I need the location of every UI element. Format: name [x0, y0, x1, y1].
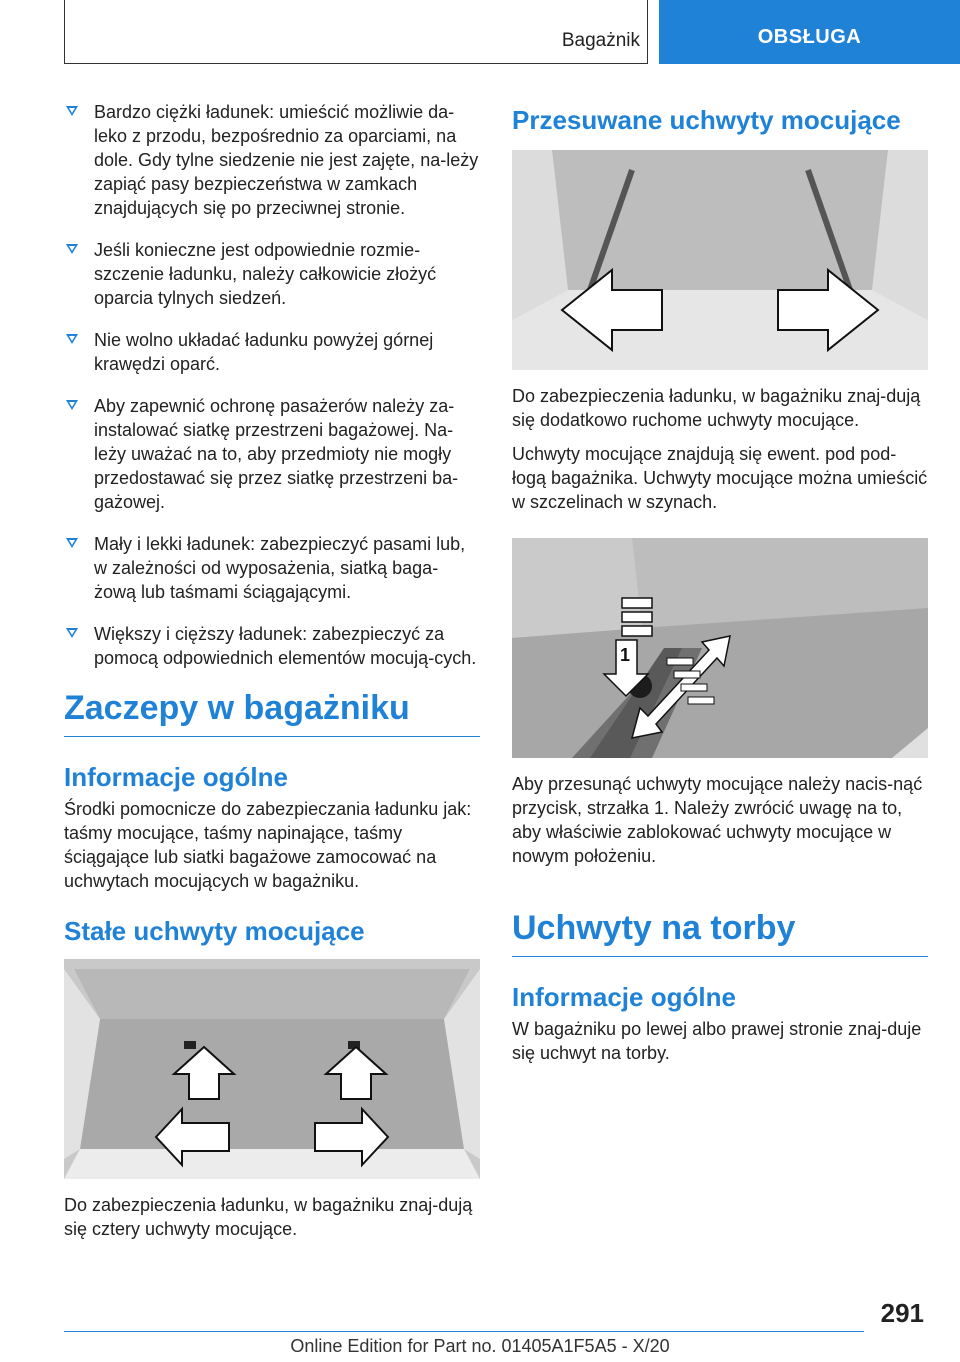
- triangle-bullet-icon: [66, 244, 78, 254]
- bullet-list: [64, 100, 480, 670]
- movable-text-2: Uchwyty mocujące znajdują się ewent. pod pod-łogą bagażnika. Uchwyty mocujące można umieścić w szczelinach w szynach.: [512, 444, 928, 512]
- header-chapter-tab[interactable]: OBSŁUGA: [659, 0, 960, 64]
- triangle-bullet-icon: [66, 334, 78, 344]
- rail-button-photo: [512, 538, 928, 758]
- movable-text-1: Do zabezpieczenia ładunku, w bagażniku znaj-dują się dodatkowo ruchome uchwyty mocujące.: [512, 386, 921, 430]
- fixed-anchors-caption: Do zabezpieczenia ładunku, w bagażniku znaj-dują się cztery uchwyty mocujące.: [64, 1195, 473, 1239]
- subsection-title-movable: Przesuwane uchwyty mocujące: [512, 105, 901, 135]
- list-item: Mały i lekki ładunek: zabezpieczyć pasami lub, w zależności od wyposażenia, siatką baga-żową lub taśmami ściągającymi.: [64, 532, 480, 604]
- section-title-anchors: Zaczepy w bagażniku: [64, 688, 480, 737]
- list-item: Nie wolno układać ładunku powyżej górnej krawędzi oparć.: [64, 328, 480, 376]
- movable-text-3: Aby przesunąć uchwyty mocujące należy nacis-nąć przycisk, strzałka 1. Należy zwrócić uwagę na to, aby właściwie zablokować uchwyty mocujące w nowym położeniu.: [512, 774, 923, 866]
- triangle-bullet-icon: [66, 538, 78, 548]
- general-info-text: Środki pomocnicze do zabezpieczania ładunku jak: taśmy mocujące, taśmy napinające, taśmy ściągające lub siatki bagażowe zamocować na uchwytach mocujących w bagażniku.: [64, 799, 472, 891]
- footer-edition-text: Online Edition for Part no. 01405A1F5A5 - X/20: [290, 1336, 670, 1356]
- section-title-bag-hooks: Uchwyty na torby: [512, 908, 928, 957]
- list-item: Jeśli konieczne jest odpowiednie rozmie-szczenie ładunku, należy całkowicie złożyć oparcia tylnych siedzeń.: [64, 238, 480, 310]
- rail-button-drawing: [512, 538, 928, 758]
- trunk-fixed-anchors-photo: [64, 959, 480, 1179]
- subsection-title-bags-general: Informacje ogólne: [512, 982, 736, 1012]
- list-item: Bardzo ciężki ładunek: umieścić możliwie da-leko z przodu, bezpośrednio za oparciami, na dole. Gdy tylne siedzenie nie jest zajęte, na-leży zapiąć pasy bezpieczeństwa w zamkach znajdujących się po przeciwnej stronie.: [64, 100, 480, 220]
- right-column: [512, 100, 928, 1075]
- subsection-title-general: Informacje ogólne: [64, 762, 288, 792]
- list-item: Większy i cięższy ładunek: zabezpieczyć za pomocą odpowiednich elementów mocują-cych.: [64, 622, 480, 670]
- bag-hooks-text: W bagażniku po lewej albo prawej stronie znaj-duje się uchwyt na torby.: [512, 1019, 922, 1063]
- trunk-movable-anchors-photo: [512, 150, 928, 370]
- figure-callout-label: 1: [620, 645, 631, 665]
- trunk-photo-drawing: [64, 959, 480, 1179]
- footer-divider: [64, 1331, 864, 1332]
- triangle-bullet-icon: [66, 106, 78, 116]
- left-column: [64, 100, 480, 1251]
- list-item: Aby zapewnić ochronę pasażerów należy za-instalować siatkę przestrzeni bagażowej. Na-leży uważać na to, aby przedmioty nie mogły przedostawać się przez siatkę przestrzeni ba-gażowej.: [64, 394, 480, 514]
- trunk-rail-drawing: [512, 150, 928, 370]
- triangle-bullet-icon: [66, 400, 78, 410]
- subsection-title-fixed: Stałe uchwyty mocujące: [64, 916, 365, 946]
- header-section-title: Bagażnik: [561, 30, 640, 51]
- triangle-bullet-icon: [66, 628, 78, 638]
- page-number: 291: [880, 1298, 924, 1328]
